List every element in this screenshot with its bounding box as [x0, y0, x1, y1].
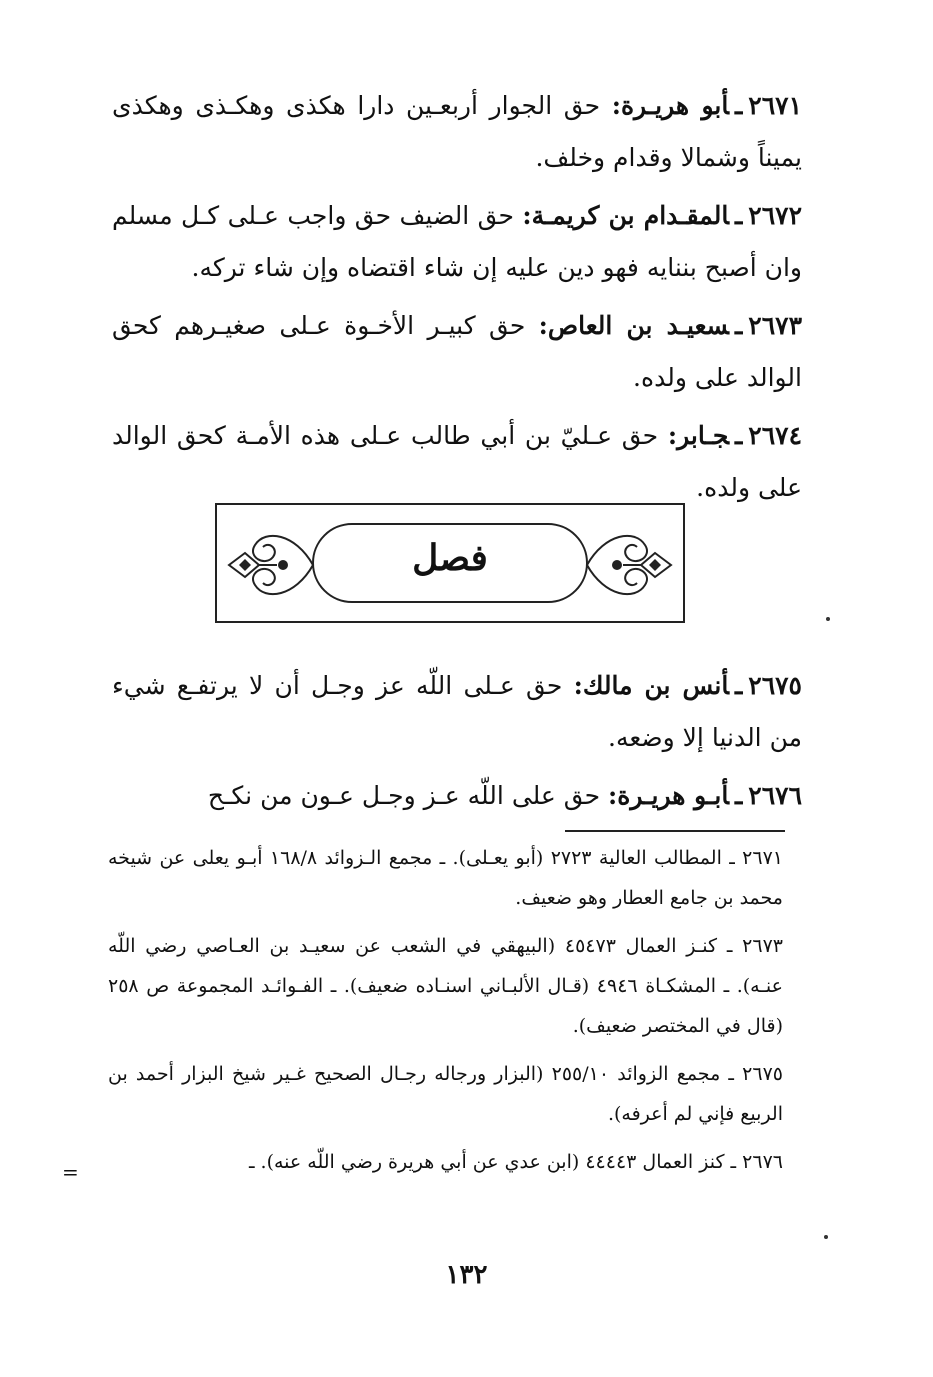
entry-number: ٢٦٧٦	[748, 781, 802, 810]
entry-number: ٢٦٧٢	[748, 201, 802, 230]
footnote: ٢٦٧٥ ـ مجمع الزوائد ٢٥٥/١٠ (البزار ورجاله رجـال الصحيح غـير شيخ البزار أحمد بن الربيع فإني لم أعرفه).	[108, 1063, 783, 1125]
section-title: فصل	[412, 537, 488, 579]
hadith-entry	[112, 410, 802, 514]
entry-number: ٢٦٧٣	[748, 311, 802, 340]
entry-dash: ـ	[734, 201, 743, 230]
scan-speck	[824, 1235, 828, 1239]
hadith-entry	[112, 80, 802, 184]
page-number: ١٣٢	[445, 1260, 488, 1290]
entry-text: حق على اللّه عـز وجـل عـون من نكـح	[207, 781, 601, 810]
entry-dash: ـ	[734, 421, 743, 450]
narrator-name: أنس بن مالك:	[573, 671, 729, 700]
hadith-entry	[112, 770, 802, 822]
narrator-name: أبـو هريـرة:	[608, 781, 729, 810]
hadith-entry	[112, 190, 802, 294]
footnote: ٢٦٧٦ ـ كنز العمال ٤٤٤٤٣ (ابن عدي عن أبي هريرة رضي اللّه عنه). ـ	[248, 1151, 783, 1173]
entry-dash: ـ	[734, 781, 743, 810]
entry-dash: ـ	[734, 91, 743, 120]
entry-text: حق كبيـر الأخـوة عـلى صغيـرهم كحق الوالد على ولده.	[112, 311, 802, 392]
narrator-name: المقـدام بن كريمـة:	[522, 201, 729, 230]
entry-text: حق الجوار أربعـين دارا هكذى وهكـذى وهكذى يميناً وشمالا وقدام وخلف.	[112, 91, 802, 172]
entry-dash: ـ	[734, 311, 743, 340]
entry-number: ٢٦٧٥	[748, 671, 802, 700]
entry-number: ٢٦٧١	[748, 91, 802, 120]
continuation-mark: =	[62, 1160, 79, 1184]
entry-text: حق عـلى اللّه عز وجـل أن لا يرتفـع شيء من الدنيا إلا وضعه.	[112, 671, 802, 752]
entry-text: حق عـليّ بن أبي طالب عـلى هذه الأمـة كحق الوالد على ولده.	[112, 421, 802, 502]
arabesque-ornament-icon	[585, 523, 675, 607]
hadith-entries	[112, 80, 802, 520]
scan-speck	[826, 617, 830, 621]
footnote: ٢٦٧٣ ـ كنـز العمال ٤٥٤٧٣ (البيهقي في الشعب عن سعيـد بن العـاصي رضي اللّه عنـه). ـ المشكـاة ٤٩٤٦ (قـال الألبـاني اسنـاده ضعيف). ـ الفـوائـد المجموعة ص ٢٥٨ (قال في المختصر ضعيف).	[108, 935, 783, 1037]
hadith-entry	[112, 300, 802, 404]
entry-number: ٢٦٧٤	[748, 421, 802, 450]
narrator-name: أبو هريـرة:	[611, 91, 729, 120]
footnotes	[108, 838, 783, 1190]
narrator-name: جـابر:	[667, 421, 729, 450]
entry-text: حق الضيف حق واجب عـلى كـل مسلم وان أصبح بننايه فهو دين عليه إن شاء اقتضاه وإن شاء تركه.	[112, 201, 802, 282]
footnote-divider	[565, 830, 785, 832]
entry-dash: ـ	[734, 671, 743, 700]
section-header-frame	[215, 503, 685, 623]
narrator-name: سعيـد بن العاص:	[538, 311, 729, 340]
footnote: ٢٦٧١ ـ المطالب العالية ٢٧٢٣ (أبو يعـلى). ـ مجمع الـزوائد ١٦٨/٨ أبـو يعلى عن شيخه محمد بن جامع العطار وهو ضعيف.	[108, 847, 783, 909]
hadith-entry	[112, 660, 802, 764]
hadith-entries-section	[112, 660, 802, 828]
